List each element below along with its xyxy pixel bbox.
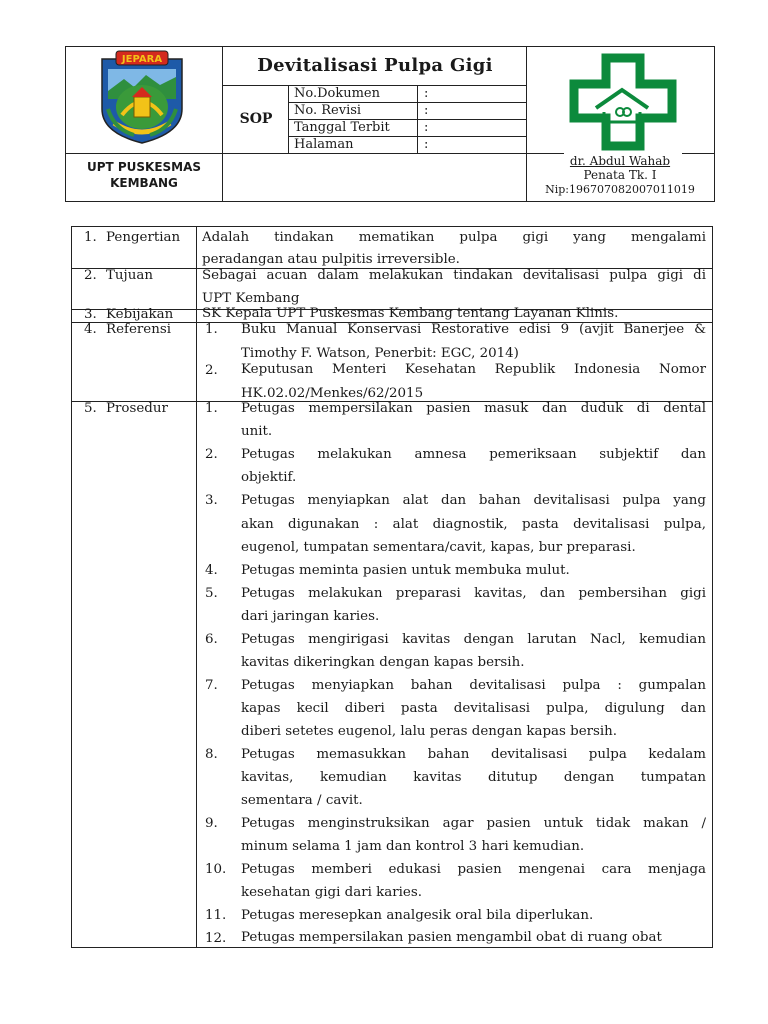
procedure-step-text: Petugas memasukkan bahan devitalisasi pulpa kedalam bbox=[241, 747, 706, 762]
meta-row-tanggal bbox=[288, 120, 526, 137]
org-line: UPT PUSKESMAS bbox=[86, 160, 202, 174]
meta-label: No. Revisi bbox=[294, 103, 362, 118]
signatory-name: dr. Abdul Wahab bbox=[569, 154, 671, 168]
section-text: peradangan atau pulpitis irreversible. bbox=[202, 252, 460, 267]
procedure-step-number: 9. bbox=[205, 816, 218, 831]
procedure-step-text: Petugas meminta pasien untuk membuka mulut. bbox=[241, 563, 570, 578]
signatory-nip: Nip:196707082007011019 bbox=[545, 183, 695, 196]
section-text: Sebagai acuan dalam melakukan tindakan devitalisasi pulpa gigi di bbox=[202, 268, 706, 283]
sop-header bbox=[65, 46, 715, 202]
procedure-step-number: 6. bbox=[205, 632, 218, 647]
procedure-step-text: Petugas melakukan preparasi kavitas, dan pembersihan gigi bbox=[241, 586, 706, 601]
meta-label: No.Dokumen bbox=[294, 86, 380, 101]
section-label: Referensi bbox=[106, 322, 171, 337]
procedure-step-number: 10. bbox=[205, 862, 227, 877]
procedure-step-number: 8. bbox=[205, 747, 218, 762]
procedure-step-number: 5. bbox=[205, 586, 218, 601]
procedure-step-text: dari jaringan karies. bbox=[241, 609, 380, 624]
procedure-step-number: 11. bbox=[205, 908, 227, 923]
section-text: Adalah tindakan mematikan pulpa gigi yang mengalami bbox=[202, 230, 706, 245]
procedure-step-text: kavitas, kemudian kavitas ditutup dengan tumpatan bbox=[241, 770, 706, 785]
section-number: 5. bbox=[84, 401, 97, 416]
section-number: 4. bbox=[84, 322, 97, 337]
procedure-step-number: 7. bbox=[205, 678, 218, 693]
logo-text: JEPARA bbox=[121, 54, 163, 65]
puskesmas-cross-logo bbox=[564, 50, 682, 154]
reference-number: 2. bbox=[205, 363, 218, 378]
procedure-step-text: kesehatan gigi dari karies. bbox=[241, 885, 422, 900]
header-divider bbox=[222, 47, 223, 201]
organization-name bbox=[66, 159, 222, 191]
procedure-step-text: eugenol, tumpatan sementara/cavit, kapas, bur preparasi. bbox=[241, 540, 636, 555]
column-divider bbox=[196, 227, 197, 947]
section-label: Prosedur bbox=[106, 401, 168, 416]
signatory-rank: Penata Tk. I bbox=[583, 168, 657, 182]
sop-content-table bbox=[71, 226, 713, 948]
procedure-step-text: Petugas mempersilakan pasien mengambil obat di ruang obat bbox=[241, 930, 662, 945]
meta-colon: : bbox=[424, 103, 429, 118]
sop-label: SOP bbox=[239, 111, 273, 127]
jepara-logo bbox=[94, 49, 190, 145]
procedure-step-number: 1. bbox=[205, 401, 218, 416]
reference-text: Keputusan Menteri Kesehatan Republik Indonesia Nomor bbox=[241, 362, 706, 377]
meta-row-revisi bbox=[288, 103, 526, 120]
procedure-step-text: unit. bbox=[241, 424, 273, 439]
procedure-step-number: 4. bbox=[205, 563, 218, 578]
document-title: Devitalisasi Pulpa Gigi bbox=[257, 55, 493, 76]
meta-colon: : bbox=[424, 137, 429, 152]
section-number: 2. bbox=[84, 268, 97, 283]
section-text: UPT Kembang bbox=[202, 291, 300, 306]
procedure-step-text: Petugas menyiapkan bahan devitalisasi pulpa : gumpalan bbox=[241, 678, 706, 693]
procedure-step-text: Petugas menyiapkan alat dan bahan devitalisasi pulpa yang bbox=[241, 493, 706, 508]
section-text: SK Kepala UPT Puskesmas Kembang tentang Layanan Klinis. bbox=[202, 306, 619, 321]
meta-label: Halaman bbox=[294, 137, 354, 152]
procedure-step-number: 12. bbox=[205, 931, 227, 946]
procedure-step-text: akan digunakan : alat diagnostik, pasta devitalisasi pulpa, bbox=[241, 517, 706, 532]
procedure-step-text: diberi setetes eugenol, lalu peras dengan kapas bersih. bbox=[241, 724, 618, 739]
section-number: 1. bbox=[84, 230, 97, 245]
procedure-step-number: 3. bbox=[205, 493, 218, 508]
reference-text: Buku Manual Konservasi Restorative edisi 9 (avjit Banerjee & bbox=[241, 322, 706, 337]
meta-row-halaman bbox=[288, 137, 526, 154]
procedure-step-text: Petugas mengirigasi kavitas dengan larutan Nacl, kemudian bbox=[241, 632, 706, 647]
procedure-step-text: objektif. bbox=[241, 470, 297, 485]
section-label: Kebijakan bbox=[106, 307, 174, 322]
procedure-step-text: minum selama 1 jam dan kontrol 3 hari kemudian. bbox=[241, 839, 585, 854]
procedure-step-text: kavitas dikeringkan dengan kapas bersih. bbox=[241, 655, 525, 670]
meta-row-dokumen bbox=[288, 86, 526, 103]
section-label: Tujuan bbox=[106, 268, 153, 283]
procedure-step-text: Petugas melakukan amnesa pemeriksaan subjektif dan bbox=[241, 447, 706, 462]
procedure-step-text: Petugas meresepkan analgesik oral bila diperlukan. bbox=[241, 908, 594, 923]
procedure-step-number: 2. bbox=[205, 447, 218, 462]
procedure-step-text: kapas kecil diberi pasta devitalisasi pulpa, digulung dan bbox=[241, 701, 706, 716]
reference-text: HK.02.02/Menkes/62/2015 bbox=[241, 386, 424, 401]
reference-number: 1. bbox=[205, 322, 218, 337]
section-label: Pengertian bbox=[106, 230, 181, 245]
meta-label: Tanggal Terbit bbox=[294, 120, 390, 135]
meta-colon: : bbox=[424, 86, 429, 101]
meta-colon: : bbox=[424, 120, 429, 135]
reference-text: Timothy F. Watson, Penerbit: EGC, 2014) bbox=[241, 346, 519, 361]
procedure-step-text: Petugas menginstruksikan agar pasien untuk tidak makan / bbox=[241, 816, 706, 831]
procedure-step-text: sementara / cavit. bbox=[241, 793, 363, 808]
section-number: 3. bbox=[84, 307, 97, 322]
procedure-step-text: Petugas memberi edukasi pasien mengenai cara menjaga bbox=[241, 862, 706, 877]
org-line: KEMBANG bbox=[110, 176, 178, 190]
procedure-step-text: Petugas mempersilakan pasien masuk dan duduk di dental bbox=[241, 401, 706, 416]
